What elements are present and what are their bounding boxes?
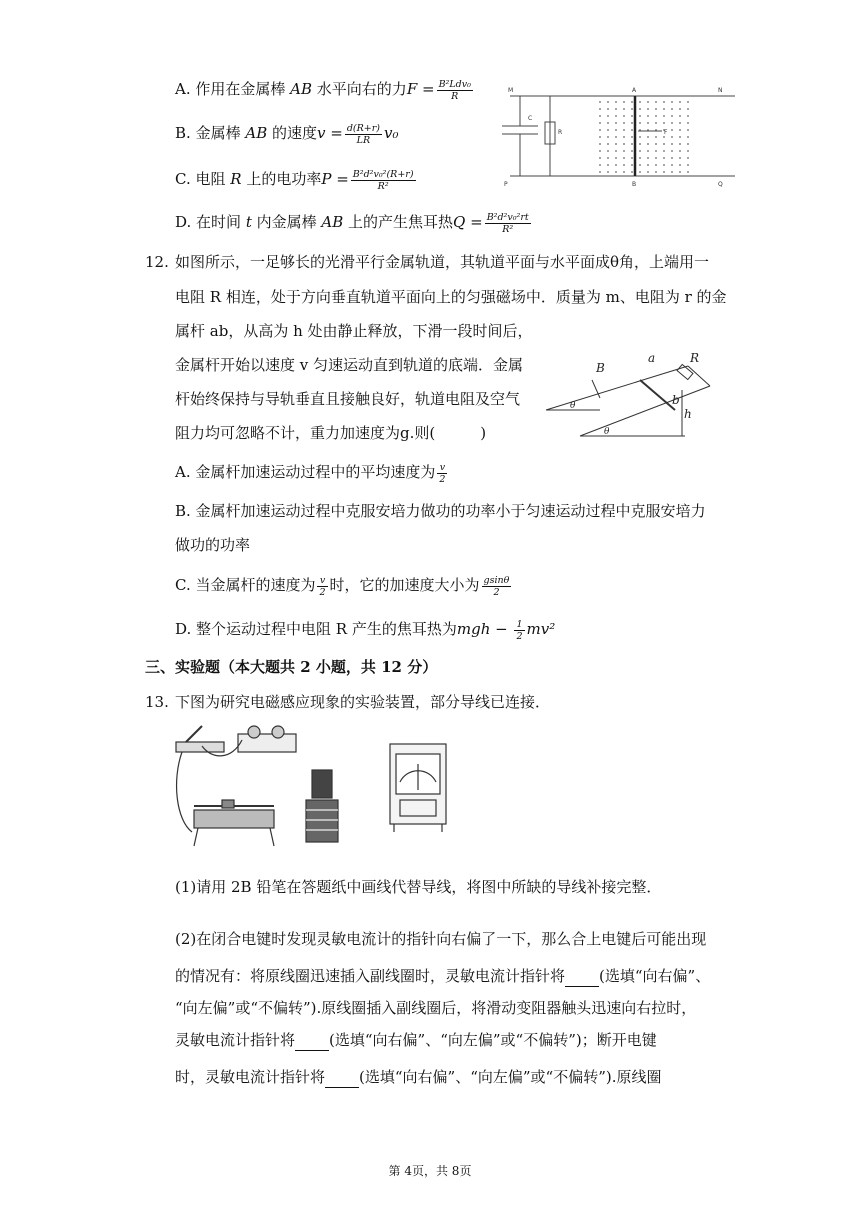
field-dot <box>663 171 665 173</box>
field-dot <box>655 122 657 124</box>
field-dot <box>679 122 681 124</box>
field-dot <box>671 164 673 166</box>
field-dot <box>647 129 649 131</box>
field-dot <box>607 101 609 103</box>
q12-line-6: 阻力均可忽略不计，重力加速度为g.则( ) <box>175 424 487 442</box>
field-dot <box>679 101 681 103</box>
label-b-field: B <box>596 361 605 375</box>
fraction: $\frac{v}{2}$ <box>319 574 326 598</box>
q11-option-a: A. 作用在金属棒 AB 水平向右的力F = $\frac{\text{B²Ldv₀}}{R}$ <box>175 78 471 102</box>
field-dot <box>647 143 649 145</box>
field-dot <box>607 115 609 117</box>
field-dot <box>599 164 601 166</box>
field-dot <box>615 150 617 152</box>
field-dot <box>607 157 609 159</box>
field-dot <box>663 101 665 103</box>
answer-blank[interactable] <box>565 970 599 987</box>
field-dot <box>615 164 617 166</box>
field-dot <box>647 150 649 152</box>
q13-part-1: (1)请用 2B 铅笔在答题纸中画线代替导线，将图中所缺的导线补接完整． <box>175 878 662 896</box>
q12-incline-figure <box>540 350 715 442</box>
field-dot <box>599 150 601 152</box>
field-dot <box>663 143 665 145</box>
label-n: N <box>718 87 723 94</box>
field-dot <box>671 101 673 103</box>
field-dot <box>631 115 633 117</box>
field-dot <box>623 171 625 173</box>
field-dot <box>607 136 609 138</box>
q12-option-b-1: B. 金属杆加速运动过程中克服安培力做功的功率小于匀速运动过程中克服安培力 <box>175 502 706 520</box>
field-dot <box>663 115 665 117</box>
field-dot <box>615 157 617 159</box>
field-dot <box>679 129 681 131</box>
field-dot <box>687 136 689 138</box>
field-dot <box>663 122 665 124</box>
field-dot <box>639 150 641 152</box>
field-dot <box>631 150 633 152</box>
field-dot <box>615 122 617 124</box>
field-dot <box>687 108 689 110</box>
field-dot <box>639 122 641 124</box>
q12-option-d: D. 整个运动过程中电阻 R 产生的焦耳热为mgh − $\frac{1}{2}$ mv² <box>175 618 556 642</box>
field-dot <box>639 101 641 103</box>
q11-option-d: D. 在时间 t 内金属棒 AB 上的产生焦耳热Q = $\frac{\text{B²d²v₀²rt}}{\text{R²}}$ <box>175 211 529 235</box>
field-dot <box>687 164 689 166</box>
field-dot <box>631 108 633 110</box>
field-dot <box>647 157 649 159</box>
q12-line-3: 属杆 ab，从高为 h 处由静止释放，下滑一段时间后， <box>175 322 533 340</box>
field-dot <box>671 150 673 152</box>
q13-apparatus-figure <box>172 720 452 854</box>
field-dot <box>631 101 633 103</box>
field-dot <box>679 164 681 166</box>
field-dot <box>663 150 665 152</box>
fraction: $\frac{\text{B²Ldv₀}}{R}$ <box>438 78 471 102</box>
field-dot <box>663 164 665 166</box>
field-dot <box>687 157 689 159</box>
q12-line-4: 金属杆开始以速度 v 匀速运动直到轨道的底端．金属 <box>175 356 524 374</box>
field-dot <box>615 101 617 103</box>
field-dot <box>687 129 689 131</box>
field-dot <box>655 171 657 173</box>
field-dot <box>615 108 617 110</box>
fraction: $\frac{\text{B²d²v₀²rt}}{\text{R²}}$ <box>486 211 529 235</box>
label-a: A <box>632 87 637 94</box>
fraction: $\frac{\text{B²d²v₀²(R+r)}}{\text{R²}}$ <box>352 168 414 192</box>
field-dot <box>671 129 673 131</box>
field-dot <box>599 115 601 117</box>
field-dot <box>639 115 641 117</box>
field-dot <box>671 171 673 173</box>
field-dot <box>599 171 601 173</box>
field-dot <box>631 129 633 131</box>
field-dot <box>679 108 681 110</box>
field-dot <box>623 108 625 110</box>
field-dot <box>599 122 601 124</box>
field-dot <box>687 122 689 124</box>
fraction: $\frac{v}{2}$ <box>439 461 446 485</box>
label-b-rod: b <box>672 393 680 407</box>
field-dot <box>623 136 625 138</box>
q12-line-2: 电阻 R 相连，处于方向垂直轨道平面向上的匀强磁场中．质量为 m、电阻为 r 的金 <box>175 288 727 306</box>
field-dot <box>687 150 689 152</box>
field-dot <box>639 136 641 138</box>
answer-blank[interactable] <box>295 1034 329 1051</box>
field-dot <box>599 101 601 103</box>
q13-number: 13. <box>145 693 169 711</box>
q12-option-b-2: 做功的功率 <box>175 536 251 554</box>
field-dot <box>679 143 681 145</box>
field-dot <box>687 143 689 145</box>
field-dot <box>687 101 689 103</box>
field-dot <box>671 136 673 138</box>
field-dot <box>647 115 649 117</box>
q12-line-5: 杆始终保持与导轨垂直且接触良好，轨道电阻及空气 <box>175 390 521 408</box>
q13-part-2-line-4: 灵敏电流计指针将 (选填“向右偏”、“向左偏”或“不偏转”)；断开电键 <box>175 1031 657 1049</box>
field-dot <box>623 143 625 145</box>
field-dot <box>639 108 641 110</box>
field-dot <box>639 164 641 166</box>
label-m: M <box>508 87 514 94</box>
q11-option-b: B. 金属棒 AB 的速度v = $\frac{d(R+r)}{LR}$ v₀ <box>175 122 399 146</box>
q11-circuit-figure <box>490 84 740 194</box>
page-footer: 第 4页，共 8页 <box>388 1164 472 1178</box>
label-h: h <box>684 407 692 421</box>
q12-line-1: 如图所示，一足够长的光滑平行金属轨道，其轨道平面与水平面成θ角，上端用一 <box>175 253 710 271</box>
field-dot <box>671 143 673 145</box>
field-dot <box>607 171 609 173</box>
field-dot <box>679 157 681 159</box>
field-dot <box>655 101 657 103</box>
label-p: P <box>504 181 508 188</box>
field-dot <box>655 136 657 138</box>
label-theta-1: θ <box>570 401 576 411</box>
q13-intro: 下图为研究电磁感应现象的实验装置，部分导线已连接． <box>175 693 551 711</box>
field-dot <box>623 101 625 103</box>
field-dot <box>599 136 601 138</box>
field-dot <box>647 171 649 173</box>
field-dot <box>607 164 609 166</box>
field-dot <box>647 101 649 103</box>
field-dot <box>615 143 617 145</box>
field-dot <box>671 108 673 110</box>
field-dot <box>679 136 681 138</box>
field-dot <box>663 136 665 138</box>
field-dot <box>679 115 681 117</box>
field-dot <box>631 157 633 159</box>
fraction: $\frac{gsin\theta}{2}$ <box>483 574 510 598</box>
q13-part-2-line-5: 时，灵敏电流计指针将 (选填“向右偏”、“向左偏”或“不偏转”).原线圈 <box>175 1068 662 1086</box>
field-dot <box>655 164 657 166</box>
field-dot <box>679 171 681 173</box>
label-b: B <box>632 181 637 188</box>
field-dot <box>631 143 633 145</box>
answer-blank[interactable] <box>325 1071 359 1088</box>
field-dot <box>631 136 633 138</box>
field-dot <box>599 108 601 110</box>
label-a: a <box>648 351 656 365</box>
field-dot <box>607 129 609 131</box>
field-dot <box>663 108 665 110</box>
label-f: F <box>664 129 668 136</box>
field-dot <box>631 122 633 124</box>
field-dot <box>639 129 641 131</box>
field-dot <box>623 122 625 124</box>
label-r: R <box>690 351 700 365</box>
fraction: $\frac{d(R+r)}{LR}$ <box>346 122 380 146</box>
field-dot <box>687 115 689 117</box>
field-dot <box>623 157 625 159</box>
field-dot <box>639 171 641 173</box>
field-dot <box>655 143 657 145</box>
q13-part-2-line-2: 的情况有：将原线圈迅速插入副线圈时，灵敏电流计指针将 (选填“向右偏”、 <box>175 967 711 985</box>
field-dot <box>671 122 673 124</box>
field-dot <box>615 136 617 138</box>
field-dot <box>687 171 689 173</box>
field-dot <box>655 150 657 152</box>
q12-option-c: C. 当金属杆的速度为 $\frac{v}{2}$ 时，它的加速度大小为 $\frac{gsin\theta}{2}$ <box>175 574 510 598</box>
field-dot <box>663 157 665 159</box>
field-dot <box>615 129 617 131</box>
field-dot <box>615 115 617 117</box>
field-dot <box>599 157 601 159</box>
field-dot <box>607 108 609 110</box>
field-dot <box>623 150 625 152</box>
field-dot <box>647 108 649 110</box>
field-dot <box>655 115 657 117</box>
q13-part-2-line-3: “向左偏”或“不偏转”).原线圈插入副线圈后，将滑动变阻器触头迅速向右拉时， <box>175 999 697 1017</box>
label-theta-2: θ <box>604 427 610 437</box>
q11-option-c: C. 电阻 R 上的电功率P = $\frac{\text{B²d²v₀²(R+r)}}{\text{R²}}$ <box>175 168 414 192</box>
field-dot <box>623 164 625 166</box>
field-dot <box>671 157 673 159</box>
field-dot <box>623 115 625 117</box>
q12-option-a: A. 金属杆加速运动过程中的平均速度为 $\frac{v}{2}$ <box>175 461 446 485</box>
field-dot <box>607 143 609 145</box>
q12-number: 12. <box>145 253 169 271</box>
field-dot <box>631 171 633 173</box>
field-dot <box>607 122 609 124</box>
field-dot <box>615 171 617 173</box>
field-dot <box>599 143 601 145</box>
field-dot <box>655 157 657 159</box>
section-heading: 三、实验题（本大题共 2 小题，共 12 分） <box>145 658 438 676</box>
field-dot <box>599 129 601 131</box>
q13-part-2-line-1: (2)在闭合电键时发现灵敏电流计的指针向右偏了一下，那么合上电键后可能出现 <box>175 930 707 948</box>
field-dot <box>679 150 681 152</box>
field-dot <box>671 115 673 117</box>
label-r: R <box>558 129 563 136</box>
field-dot <box>607 150 609 152</box>
field-dot <box>623 129 625 131</box>
field-dot <box>631 164 633 166</box>
field-dot <box>647 122 649 124</box>
label-c: C <box>528 115 533 122</box>
field-dot <box>647 164 649 166</box>
field-dot <box>655 129 657 131</box>
field-dot <box>639 143 641 145</box>
field-dot <box>639 157 641 159</box>
fraction: $\frac{1}{2}$ <box>516 618 523 642</box>
field-dot <box>655 108 657 110</box>
field-dot <box>647 136 649 138</box>
label-q: Q <box>718 181 723 188</box>
